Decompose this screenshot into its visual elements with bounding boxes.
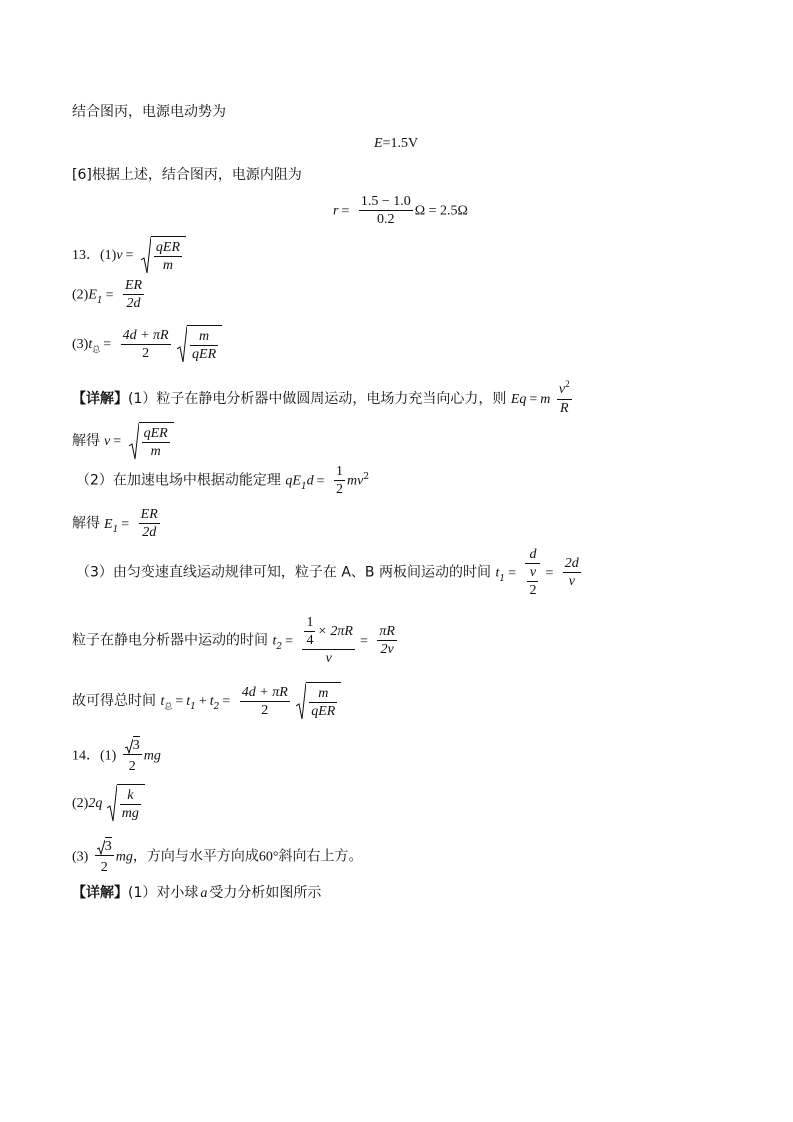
paragraph-text: [6]根据上述，结合图丙，电源内阻为 (72, 167, 302, 183)
paragraph-text: ，方向与水平方向成 (132, 848, 259, 865)
fraction-denominator: 0.2 (377, 212, 395, 227)
question-number: (3) (72, 849, 89, 865)
subscript: 1 (112, 524, 119, 535)
fraction-numerator: 1.5 − 1.0 (360, 194, 411, 209)
superscript: 2 (565, 379, 570, 389)
fraction (563, 555, 581, 590)
fraction-denominator: 2d (126, 296, 141, 311)
subscript: 总 (92, 345, 101, 354)
subscript: 1 (300, 481, 307, 492)
explanation-line-7: 故可得总时间 $t_总 = t_1 + t_2$ = $\frac{4d + \pi R}{2}$ $\frac{m}{\text{qER}}$ (72, 682, 341, 720)
fraction-denominator: mg (121, 805, 139, 821)
question-number: (3) (72, 337, 89, 352)
fraction-numerator: 3 (132, 738, 140, 753)
equation-symbol: E (88, 287, 97, 303)
fraction-numerator: k (120, 787, 141, 805)
paragraph-text: 斜向右上方。 (278, 848, 363, 865)
question-number: 13．(1) (72, 248, 117, 263)
fraction (123, 277, 144, 312)
explanation-heading: 【详解】 (72, 391, 128, 407)
paragraph-text: (1）粒子在静电分析器中做圆周运动，电场力充当向心力，则 (128, 391, 507, 407)
explanation-line-2: 解得 v = $\frac{\text{qER}}{m}$ (72, 422, 174, 460)
fraction (377, 623, 397, 658)
fraction-denominator: 2 (261, 702, 269, 718)
explanation-line-3: （2）在加速电场中根据动能定理 $qE_1d$ = $\frac{1}{2}$ $mv^2$ (76, 464, 370, 497)
fraction-numerator: 3 (104, 839, 112, 854)
explanation-line-4: 解得 $E_1$ = $\frac{ER}{2d}$ (72, 507, 158, 540)
question-number: (2) (72, 796, 89, 811)
fraction-denominator: R (559, 401, 569, 416)
subscript: 2 (276, 641, 283, 652)
answer-14-1 (72, 736, 161, 775)
square-root (107, 784, 145, 822)
answer-13-1: 13．(1)v = $\frac{\text{qER}}{m}$ (72, 236, 186, 274)
fraction (139, 506, 160, 541)
fraction-numerator: 1 (306, 615, 314, 630)
fraction-numerator: ER (124, 278, 143, 293)
paragraph-text: （3）由匀变速直线运动规律可知，粒子在 A、B 两板间运动的时间 (76, 564, 491, 581)
fraction-denominator: 2 (142, 345, 150, 361)
fraction-numerator: 4d + πR (122, 327, 169, 343)
equation-symbol: t (160, 694, 165, 709)
equation-symbol: t (209, 694, 214, 709)
equation-symbol: t (272, 633, 277, 649)
equation-symbol: m (540, 392, 551, 407)
fraction-denominator: 2 (100, 860, 108, 875)
answer-13-2: $(2)E_1$ = $\frac{ER}{2d}$ (72, 278, 143, 311)
equation-value: =1.5V (382, 136, 419, 151)
subscript: 1 (190, 702, 196, 712)
explanation-heading: 【详解】 (72, 885, 128, 901)
fraction-denominator: m (162, 257, 174, 273)
subscript: 总 (164, 702, 173, 711)
equation-symbol: E (374, 136, 383, 151)
fraction (525, 546, 540, 599)
angle-value: 60° (258, 849, 279, 865)
superscript: 2 (363, 471, 370, 482)
explanation-line-5: （3）由匀变速直线运动规律可知，粒子在 A、B 两板间运动的时间 $t_1$ = $\frac{d}{\frac{v}{2}}$ = $\frac{2d}{v}$ (76, 547, 579, 598)
paragraph-text: （2）在加速电场中根据动能定理 (76, 472, 281, 489)
fraction-numerator: πR (379, 624, 395, 639)
fraction-numerator: qER (155, 239, 181, 255)
square-root (177, 325, 222, 363)
explanation-line-1: 【详解】(1）粒子在静电分析器中做圆周运动，电场力充当向心力，则 Eq = m $\frac{v^2}{R}$ (72, 379, 570, 416)
fraction-numerator: 1 (336, 464, 344, 479)
equation-symbol: t (88, 337, 93, 352)
equation-symbol: a (200, 886, 208, 901)
explanation-line-8 (72, 886, 321, 901)
fraction-numerator: 4d + πR (241, 684, 288, 700)
fraction (123, 736, 142, 775)
paragraph-text: 受力分析如图所示 (209, 885, 322, 901)
fraction (240, 684, 290, 719)
fraction-numerator: qER (143, 425, 168, 441)
question-number: (2) (72, 287, 89, 303)
fraction-numerator: ER (140, 507, 158, 522)
fraction-numerator: × 2πR (317, 624, 353, 639)
subscript: 2 (213, 702, 220, 712)
text-line (72, 168, 302, 182)
fraction-denominator: 2 (529, 583, 537, 598)
equation-symbol: r (333, 203, 339, 219)
equation-symbol: mv (347, 473, 364, 489)
equation-symbol: Eq (510, 392, 527, 407)
fraction-denominator: v (325, 651, 332, 666)
paragraph-text: (1）对小球 (128, 885, 199, 901)
equation-resistance: r = $\frac{1.5 - 1.0}{0.2}$ Ω = 2.5Ω (333, 194, 468, 227)
square-root (129, 422, 174, 460)
explanation-line-6: 粒子在静电分析器中运动的时间 $t_2$ = $\frac{1}{4}$ × 2πR v = $\frac{\pi R}{2v}$ (72, 615, 395, 666)
paragraph-text: 结合图丙，电源电动势为 (72, 104, 226, 120)
fraction (334, 463, 345, 498)
fraction-denominator: 2d (142, 525, 157, 540)
equation-symbol: mg (115, 849, 133, 865)
paragraph-text: 粒子在静电分析器中运动的时间 (72, 632, 268, 649)
fraction (95, 837, 114, 876)
equation-symbol: E (104, 516, 113, 532)
equation-symbol: 2q (88, 796, 103, 811)
equation-value: Ω = 2.5Ω (414, 203, 468, 219)
fraction-denominator: 4 (306, 633, 314, 648)
fraction-denominator: qER (192, 346, 217, 362)
equation-symbol: mg (143, 748, 161, 764)
fraction-denominator: 2 (128, 759, 136, 774)
paragraph-text: 故可得总时间 (72, 693, 156, 709)
fraction-numerator: d (525, 546, 540, 564)
subscript: 1 (96, 295, 103, 306)
square-root (296, 682, 341, 720)
answer-14-3 (72, 837, 363, 876)
fraction-numerator: m (309, 685, 337, 703)
equation-emf (374, 136, 418, 151)
fraction (359, 193, 413, 228)
fraction (557, 381, 572, 417)
fraction-numerator: m (190, 328, 218, 346)
fraction-denominator: qER (311, 703, 336, 719)
fraction (121, 327, 171, 362)
fraction-numerator: 2d (564, 556, 579, 571)
fraction-numerator: v (558, 382, 566, 397)
fraction-denominator: 2 (336, 482, 344, 497)
answer-14-2 (72, 784, 145, 822)
paragraph-text: 解得 (72, 433, 100, 449)
equation-symbol: d (306, 473, 314, 489)
text-line (72, 105, 226, 119)
question-number: 14．(1) (72, 748, 117, 764)
paragraph-text: 解得 (72, 515, 100, 532)
equation-symbol: v (104, 434, 111, 449)
fraction (302, 614, 355, 667)
square-root (141, 236, 186, 274)
subscript: 1 (499, 573, 506, 584)
equation-symbol: v (116, 248, 123, 263)
fraction-denominator: m (150, 443, 161, 459)
fraction-denominator: v (568, 574, 575, 589)
answer-13-3: $(3)t_总$ = $\frac{4d + \pi R}{2}$ $\frac{m}{\text{qER}}$ (72, 325, 222, 363)
equation-symbol: qE (285, 473, 301, 489)
equation-symbol: t (495, 565, 500, 581)
fraction-numerator: v (527, 564, 538, 582)
equation-symbol: t (186, 694, 191, 709)
fraction-denominator: 2v (380, 642, 394, 657)
